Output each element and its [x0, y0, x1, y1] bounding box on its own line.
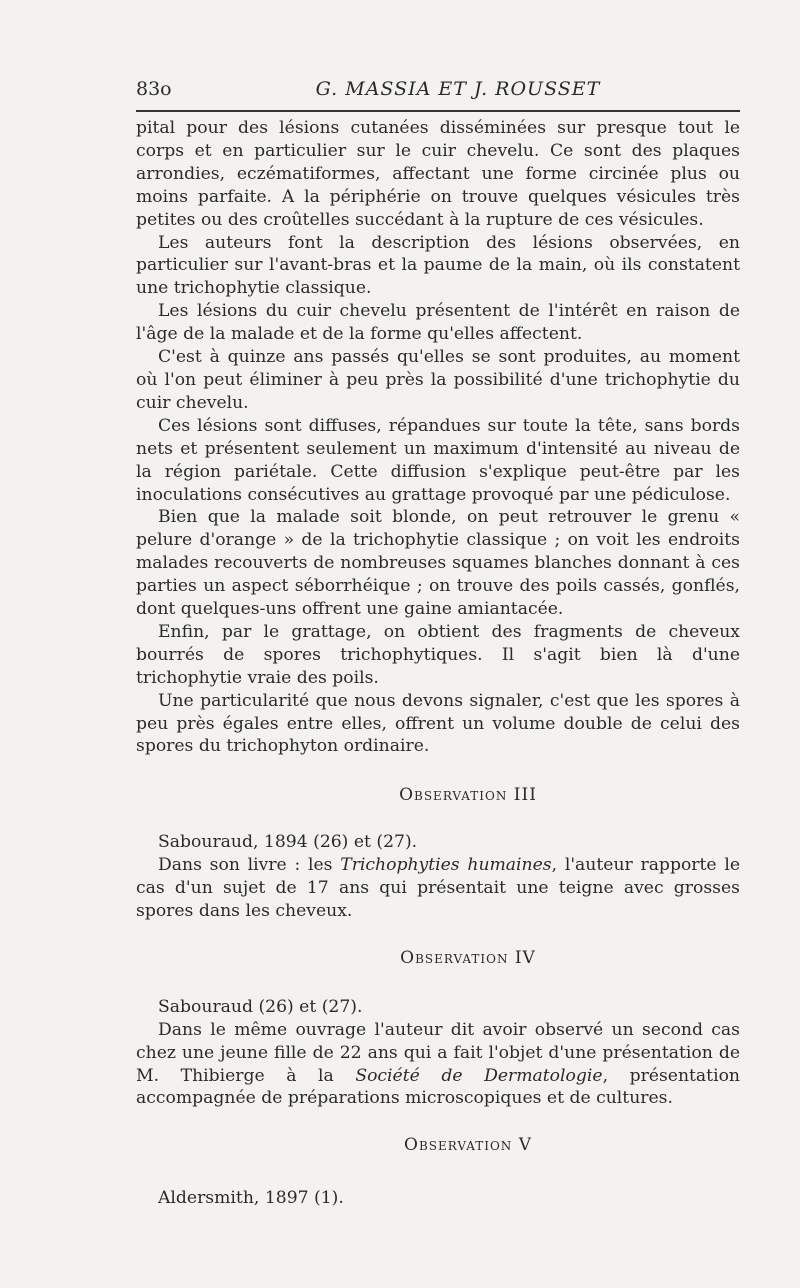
observation-citation: Sabouraud (26) et (27).: [158, 996, 363, 1017]
page-header: [136, 74, 740, 104]
text-span: Dans son livre : les: [158, 855, 341, 876]
paragraph: C'est à quinze ans passés qu'elles se sont produites, au moment où l'on peut éliminer à peu près la possibilité d'une trichophytie du cuir chevelu.: [136, 347, 740, 413]
observation-citation: Aldersmith, 1897 (1).: [158, 1188, 344, 1209]
paragraph: Enfin, par le grattage, on obtient des fragments de cheveux bourrés de spores trichophytiques. Il s'agit bien là d'une trichophytie vraie des poils.: [136, 621, 740, 688]
paragraph: Une particularité que nous devons signaler, c'est que les spores à peu près égales entre elles, offrent un volume double de celui des spores du trichophyton ordinaire.: [136, 690, 740, 757]
book-title: Trichophyties humaines: [340, 855, 552, 876]
paragraph: Ces lésions sont diffuses, répandues sur toute la tête, sans bords nets et présentent seulement un maximum d'intensité au niveau de la région pariétale. Cette diffusion s'explique peut-être par les inoculations consécutives au grattage provoqué par une pédiculose.: [136, 415, 740, 505]
text-span: Dans le même ouvrage l'auteur dit avoir observé un second cas chez une jeune fille de 22 ans qui a fait l'objet d'une présentation de M. Thibierge à la: [136, 1019, 740, 1086]
running-head: G. MASSIA ET J. ROUSSET: [315, 78, 601, 100]
header-rule: [136, 110, 740, 112]
page-number: 83o: [136, 78, 172, 100]
text-span: , présentation accompagnée de préparations microscopiques et de cultures.: [136, 1065, 740, 1109]
observation-heading: Observation III: [399, 785, 537, 806]
observation-text: [136, 1019, 740, 1111]
society-title: Société de Dermatologie: [355, 1065, 603, 1086]
observation-citation: Sabouraud, 1894 (26) et (27).: [158, 832, 418, 853]
paragraph: pital pour des lésions cutanées disséminées sur presque tout le corps et en particulier sur le cuir chevelu. Ce sont des plaques arrondies, eczématiformes, affectant une forme circinée plus ou moins parfaite. A la périphérie on trouve quelques vésicules très petites ou des croûtelles succédant à la rupture de ces vésicules.: [136, 118, 740, 230]
paragraph: Les auteurs font la description des lésions observées, en particulier sur l'avant-bras et la paume de la main, où ils constatent une trichophytie classique.: [136, 232, 740, 299]
text-span: , l'auteur rapporte le cas d'un sujet de 17 ans qui présentait une teigne avec grosses spores dans les cheveux.: [136, 855, 740, 921]
paragraph: Bien que la malade soit blonde, on peut retrouver le grenu « pelure d'orange » de la trichophytie classique ; on voit les endroits malades recouverts de nombreuses squames blanches donnant à ces parties un aspect séborrhéique ; on trouve des poils cassés, gonflés, dont quelques-uns offrent une gaine amiantacée.: [136, 507, 740, 620]
paragraph: Les lésions du cuir chevelu présentent de l'intérêt en raison de l'âge de la malade et de la forme qu'elles affectent.: [136, 301, 740, 345]
page-body: [136, 117, 740, 1210]
observation-heading: Observation V: [404, 1135, 532, 1156]
observation-heading: Observation IV: [400, 947, 536, 968]
observation-text: [136, 854, 740, 923]
